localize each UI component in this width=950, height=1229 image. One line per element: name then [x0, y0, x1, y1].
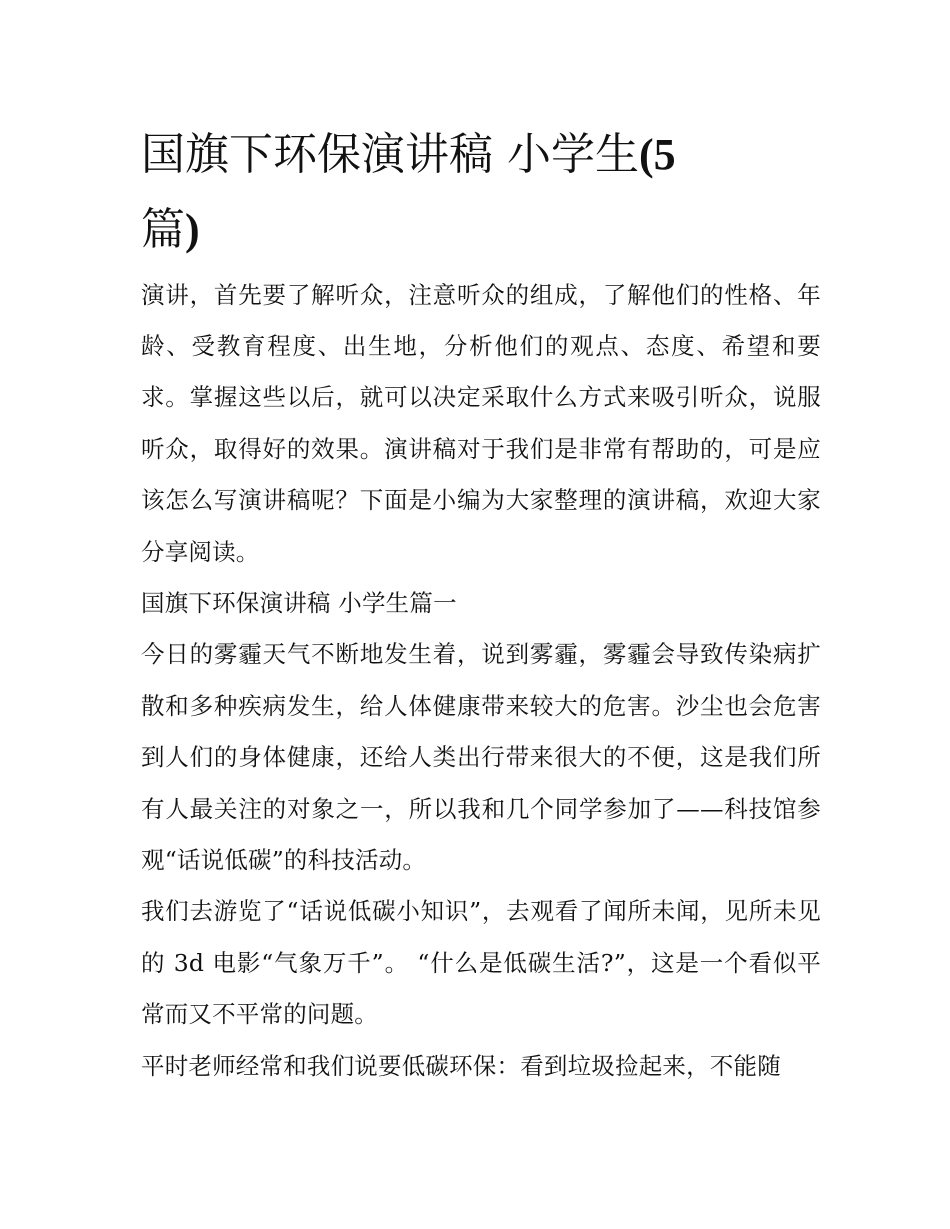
document-title [141, 118, 781, 268]
title-count: (5 [639, 130, 676, 179]
section-heading: 国旗下环保演讲稿 小学生篇一 [141, 589, 457, 618]
body-paragraph: 平时老师经常和我们说要低碳环保：看到垃圾捡起来，不能随 [141, 1051, 781, 1080]
title-text-line2: 篇 [141, 203, 185, 255]
title-text: 国旗下环保演讲稿 小学生 [141, 129, 639, 180]
body-paragraph: 今日的雾霾天气不断地发生着，说到雾霾，雾霾会导致传染病扩散和多种疾病发生，给人体健康带来较大的危害。沙尘也会危害到人们的身体健康，还给人类出行带来很大的不便，这是我们所有人最关注的对象之一，所以我和几个同学参加了——科技馆参观“话说低碳”的科技活动。 [141, 640, 821, 875]
title-close-paren: ) [185, 204, 200, 254]
intro-paragraph: 演讲，首先要了解听众，注意听众的组成，了解他们的性格、年龄、受教育程度、出生地，分析他们的观点、态度、希望和要求。掌握这些以后，就可以决定采取什么方式来吸引听众，说服听众，取得好的效果。演讲稿对于我们是非常有帮助的，可是应该怎么写演讲稿呢？下面是小编为大家整理的演讲稿，欢迎大家分享阅读。 [141, 280, 821, 566]
body-paragraph: 我们去游览了“话说低碳小知识”，去观看了闻所未闻，见所未见的 3d 电影“气象万千”。 “什么是低碳生活?”，这是一个看似平常而又不平常的问题。 [141, 897, 821, 1029]
document-page [141, 118, 821, 1092]
